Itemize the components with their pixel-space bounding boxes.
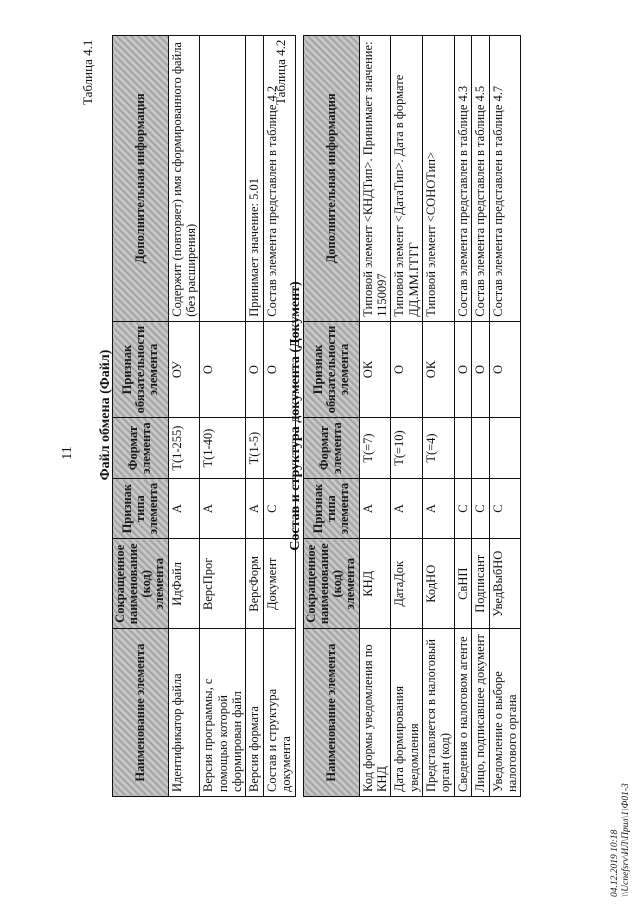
table-row	[454, 36, 471, 797]
page-number: 11	[60, 446, 75, 460]
cell-code: ВерсФорм	[246, 539, 263, 629]
cell-format: Т(1-5)	[246, 418, 263, 479]
cell-info: Типовой элемент <КНДТип>. Принимает значение: 1150097	[359, 36, 391, 322]
cell-required: О	[391, 321, 423, 418]
cell-name: Представляется в налоговый орган (код)	[423, 629, 455, 797]
table-4-1-header-row	[113, 36, 169, 797]
cell-info: Состав элемента представлен в таблице 4.2	[263, 36, 295, 322]
cell-type: А	[200, 478, 246, 539]
table-4-2-header-row	[304, 36, 360, 797]
cell-required: ОК	[423, 321, 455, 418]
cell-code: КодНО	[423, 539, 455, 629]
table-4-1	[112, 35, 296, 797]
cell-code: Документ	[263, 539, 295, 629]
cell-type: С	[472, 478, 489, 539]
cell-type: А	[246, 478, 263, 539]
table-row	[200, 36, 246, 797]
cell-format	[472, 418, 489, 479]
header-required: Признак обязательности элемента	[113, 321, 169, 418]
table-row	[359, 36, 391, 797]
cell-info: Типовой элемент <СОНОТип>	[423, 36, 455, 322]
cell-code: ДатаДок	[391, 539, 423, 629]
cell-format	[454, 418, 471, 479]
cell-required: ОК	[359, 321, 391, 418]
cell-type: А	[168, 478, 200, 539]
cell-type: А	[359, 478, 391, 539]
cell-format: Т(=10)	[391, 418, 423, 479]
cell-info: Состав элемента представлен в таблице 4.5	[472, 36, 489, 322]
cell-name: Состав и структура документа	[263, 629, 295, 797]
cell-required: О	[263, 321, 295, 418]
cell-name: Лицо, подписавшее документ	[472, 629, 489, 797]
header-format: Формат элемента	[304, 418, 360, 479]
cell-code: УведВыбНО	[489, 539, 521, 629]
cell-code: ИдФайл	[168, 539, 200, 629]
cell-info: Принимает значение: 5.01	[246, 36, 263, 322]
header-info: Дополнительная информация	[113, 36, 169, 322]
header-name: Наименование элемента	[304, 629, 360, 797]
cell-name: Версия формата	[246, 629, 263, 797]
cell-info	[200, 36, 246, 322]
cell-required: О	[200, 321, 246, 418]
cell-required: О	[246, 321, 263, 418]
header-code: Сокращенное наименование (код) элемента	[113, 539, 169, 629]
header-code: Сокращенное наименование (код) элемента	[304, 539, 360, 629]
cell-type: А	[423, 478, 455, 539]
cell-code: ВерсПрог	[200, 539, 246, 629]
table-4-1-caption: Файл обмена (Файл)	[98, 349, 113, 481]
footer-date: 04.12.2019 10:18	[610, 829, 620, 897]
cell-format	[489, 418, 521, 479]
cell-required: О	[454, 321, 471, 418]
cell-name: Версия программы, с помощью которой сформирован файл	[200, 629, 246, 797]
footer-stamp	[610, 783, 633, 897]
cell-code: Подписант	[472, 539, 489, 629]
cell-name: Идентификатор файла	[168, 629, 200, 797]
header-type: Признак типа элемента	[304, 478, 360, 539]
cell-type: А	[391, 478, 423, 539]
header-required: Признак обязательности элемента	[304, 321, 360, 418]
cell-code: СвНП	[454, 539, 471, 629]
footer-path: \\Ucnefsrv\ИЛ\Прил\1\Ф01-3	[621, 783, 632, 897]
cell-info: Состав элемента представлен в таблице 4.3	[454, 36, 471, 322]
cell-required: ОУ	[168, 321, 200, 418]
table-4-2-caption: Состав и структура документа (Документ)	[288, 281, 303, 551]
cell-code: КНД	[359, 539, 391, 629]
cell-format: Т(=7)	[359, 418, 391, 479]
table-row	[423, 36, 455, 797]
header-info: Дополнительная информация	[304, 36, 360, 322]
cell-required: О	[472, 321, 489, 418]
cell-type: С	[489, 478, 521, 539]
cell-info: Состав элемента представлен в таблице 4.7	[489, 36, 521, 322]
cell-name: Дата формирования уведомления	[391, 629, 423, 797]
table-4-2	[303, 35, 521, 797]
cell-required: О	[489, 321, 521, 418]
header-format: Формат элемента	[113, 418, 169, 479]
table-4-1-label: Таблица 4.1	[80, 39, 95, 105]
cell-format: Т(=4)	[423, 418, 455, 479]
cell-name: Сведения о налоговом агенте	[454, 629, 471, 797]
cell-info: Содержит (повторяет) имя сформированного файла (без расширения)	[168, 36, 200, 322]
cell-type: С	[263, 478, 295, 539]
table-4-2-label: Таблица 4.2	[273, 39, 288, 105]
table-row	[489, 36, 521, 797]
table-row	[246, 36, 263, 797]
table-row	[168, 36, 200, 797]
table-row	[472, 36, 489, 797]
cell-format: Т(1-40)	[200, 418, 246, 479]
cell-name: Уведомление о выборе налогового органа	[489, 629, 521, 797]
cell-format: Т(1-255)	[168, 418, 200, 479]
header-type: Признак типа элемента	[113, 478, 169, 539]
cell-type: С	[454, 478, 471, 539]
cell-info: Типовой элемент <ДатаТип>. Дата в формате ДД.ММ.ГГГГ	[391, 36, 423, 322]
table-row	[391, 36, 423, 797]
header-name: Наименование элемента	[113, 629, 169, 797]
cell-name: Код формы уведомления по КНД	[359, 629, 391, 797]
